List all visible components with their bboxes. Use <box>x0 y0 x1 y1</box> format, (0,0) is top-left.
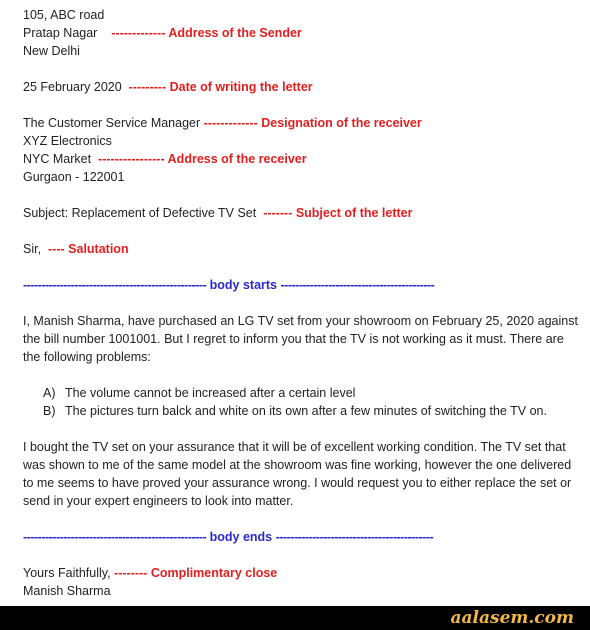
brand-watermark: aalasem.com <box>450 608 574 628</box>
annotation-receiver-address: ---------------- Address of the receiver <box>98 152 307 166</box>
receiver-designation: The Customer Service Manager ------------- Designation of the receiver <box>23 116 422 130</box>
body-end-marker: -------------------------------------------------- body ends ------------------------------------------- <box>23 530 434 544</box>
sender-address-line2: Pratap Nagar ------------- Address of the Sender <box>23 26 302 40</box>
letter-date: 25 February 2020 --------- Date of writing the letter <box>23 80 313 94</box>
annotation-designation: ------------- Designation of the receiver <box>203 116 422 130</box>
subject-line: Subject: Replacement of Defective TV Set ------- Subject of the letter <box>23 206 413 220</box>
body-paragraph-2: I bought the TV set on your assurance that it will be of excellent working condition. The TV set that was shown to me of the same model at the showroom was fine working, however the one delivered to me seems to have proved your assurance wrong. I would request you to either replace the set or send in your expert engineers to look into matter. <box>23 440 572 508</box>
annotation-sender: ------------- Address of the Sender <box>111 26 302 40</box>
signature-name: Manish Sharma <box>23 584 111 598</box>
complimentary-close: Yours Faithfully, -------- Complimentary close <box>23 566 278 580</box>
sender-address-line1: 105, ABC road <box>23 8 105 22</box>
annotation-date: --------- Date of writing the letter <box>128 80 313 94</box>
problem-list <box>43 384 583 420</box>
receiver-company: XYZ Electronics <box>23 134 112 148</box>
receiver-market: NYC Market ---------------- Address of the receiver <box>23 152 307 166</box>
list-item: A) The volume cannot be increased after a certain level <box>43 386 356 400</box>
annotation-subject: ------- Subject of the letter <box>263 206 413 220</box>
footer-bar <box>0 606 590 630</box>
body-start-marker: -------------------------------------------------- body starts ------------------------------------------ <box>23 278 435 292</box>
salutation: Sir, ---- Salutation <box>23 242 129 256</box>
sender-address-line3: New Delhi <box>23 44 80 58</box>
annotation-salutation: ---- Salutation <box>48 242 129 256</box>
letter <box>23 6 583 600</box>
annotation-closing: -------- Complimentary close <box>114 566 278 580</box>
body-paragraph-1: I, Manish Sharma, have purchased an LG TV set from your showroom on February 25, 2020 against the bill number 1001001. But I regret to inform you that the TV is not working as it must. There are the following problems: <box>23 314 578 364</box>
receiver-city: Gurgaon - 122001 <box>23 170 125 184</box>
list-item: B) The pictures turn balck and white on its own after a few minutes of switching the TV on. <box>43 404 547 418</box>
